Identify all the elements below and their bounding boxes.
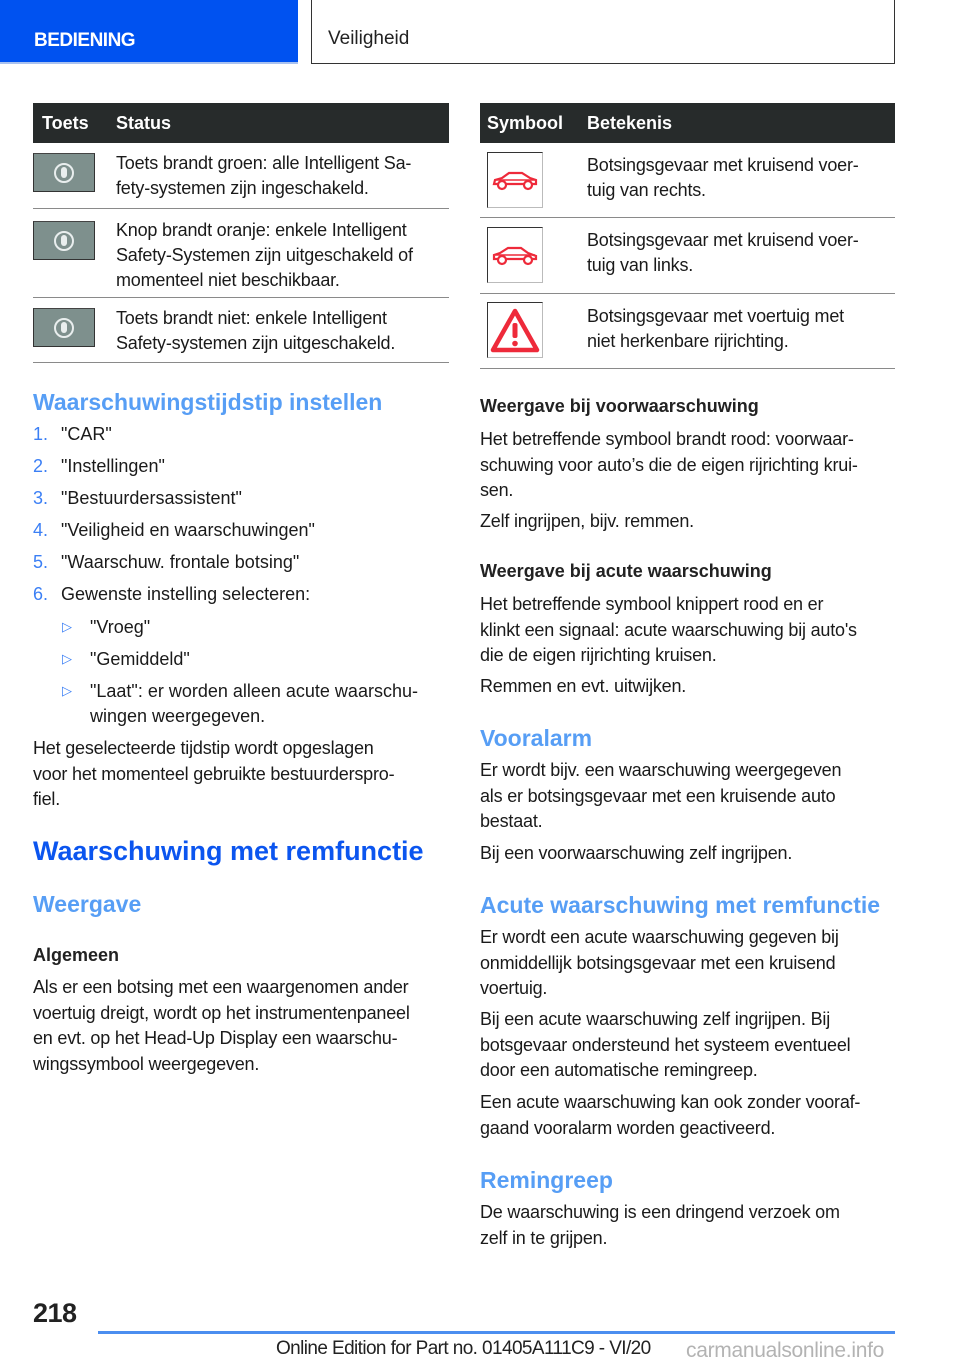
red-car-left-icon [487, 227, 543, 283]
section-title: BEDIENING [34, 30, 136, 51]
toets-status-table [33, 103, 449, 363]
option-item: ▷ "Vroeg" [62, 614, 150, 640]
heading-waarschuwingstijdstip: Waarschuwingstijdstip instellen [33, 389, 383, 415]
column-header-symbool: Symbool [487, 112, 564, 133]
table-row [480, 143, 895, 218]
heading-weergave: Weergave [33, 891, 142, 917]
red-warning-triangle-icon [487, 302, 543, 358]
table-row [33, 298, 449, 363]
acute-rem-text-1: Er wordt een acute waarschuwing gegeven bij onmiddellijk botsingsgevaar met een kruisend voertuig. [480, 927, 839, 998]
meaning-text: Botsingsgevaar met kruisend voer- tuig van links. [587, 230, 859, 275]
edition-text: Online Edition for Part no. 01405A111C9 - VI/20 [276, 1338, 651, 1359]
option-item: ▷ "Gemiddeld" [62, 646, 190, 672]
intelligent-safety-button-icon [33, 308, 95, 347]
heading-remfunctie: Waarschuwing met remfunctie [33, 836, 424, 866]
voorwaarschuwing-action: Zelf ingrijpen, bijv. remmen. [480, 511, 694, 531]
column-header-status: Status [116, 112, 172, 133]
acute-action: Remmen en evt. uitwijken. [480, 676, 687, 696]
option-item: ▷ "Laat": er worden alleen acute waarschu- wingen weergegeven. [62, 678, 418, 729]
saved-note: Het geselecteerde tijdstip wordt opgeslagen voor het momenteel gebruikte bestuurderspro- fiel. [33, 738, 395, 809]
footer-divider [98, 1331, 895, 1334]
heading-remingreep: Remingreep [480, 1167, 613, 1193]
step-item: 4. "Veiligheid en waarschuwingen" [33, 520, 315, 540]
meaning-text: Botsingsgevaar met voertuig met niet herkenbare rijrichting. [587, 306, 844, 351]
remingreep-text: De waarschuwing is een dringend verzoek om zelf in te grijpen. [480, 1202, 840, 1248]
status-text: Toets brandt niet: enkele Intelligent Safety-systemen zijn uitgeschakeld. [116, 308, 396, 353]
subheading-algemeen: Algemeen [33, 945, 120, 965]
step-item: 6. Gewenste instelling selecteren: [33, 584, 311, 604]
acute-rem-text-3: Een acute waarschuwing kan ook zonder vooraf- gaand vooralarm worden geactiveerd. [480, 1092, 861, 1138]
triangle-bullet-icon: ▷ [62, 619, 72, 634]
status-text: Knop brandt oranje: enkele Intelligent Safety-Systemen zijn uitgeschakeld of momenteel niet beschikbaar. [116, 220, 413, 290]
acute-text: Het betreffende symbool knippert rood en er klinkt een signaal: acute waarschuwing bij auto's die de eigen rijrichting kruisen. [480, 594, 857, 665]
triangle-bullet-icon: ▷ [62, 683, 72, 698]
voorwaarschuwing-text: Het betreffende symbool brandt rood: voorwaar- schuwing voor auto’s die de eigen rijrichting krui- sen. [480, 429, 858, 500]
heading-acute-remfunctie: Acute waarschuwing met remfunctie [480, 892, 881, 918]
table-header [480, 103, 895, 143]
watermark: carmanualsonline.info [686, 1339, 884, 1362]
status-text: Toets brandt groen: alle Intelligent Sa- fety-systemen zijn ingeschakeld. [116, 153, 412, 198]
red-car-right-icon [487, 152, 543, 208]
page-number: 218 [33, 1298, 77, 1328]
column-header-betekenis: Betekenis [587, 112, 673, 133]
vooralarm-action: Bij een voorwaarschuwing zelf ingrijpen. [480, 843, 793, 863]
table-row [480, 294, 895, 369]
algemeen-text: Als er een botsing met een waargenomen ander voertuig dreigt, wordt op het instrumentenpaneel en evt. op het Head-Up Display een waarschu- wingssymbool weergegeven. [33, 977, 410, 1074]
subheading-acute: Weergave bij acute waarschuwing [480, 561, 772, 581]
table-row [33, 209, 449, 298]
table-row [480, 218, 895, 294]
step-item: 3. "Bestuurdersassistent" [33, 488, 242, 508]
chapter-title: Veiligheid [328, 28, 410, 49]
intelligent-safety-button-icon [33, 221, 95, 260]
subheading-voorwaarschuwing: Weergave bij voorwaarschuwing [480, 396, 759, 416]
step-item: 2. "Instellingen" [33, 456, 165, 476]
triangle-bullet-icon: ▷ [62, 651, 72, 666]
acute-rem-text-2: Bij een acute waarschuwing zelf ingrijpen. Bij botsgevaar ondersteund het systeem eventueel door een automatische remingreep. [480, 1009, 851, 1080]
step-item: 5. "Waarschuw. frontale botsing" [33, 552, 300, 572]
meaning-text: Botsingsgevaar met kruisend voer- tuig van rechts. [587, 155, 859, 200]
chapter-tab [311, 0, 895, 64]
symbool-betekenis-table [480, 103, 895, 369]
section-tab [0, 0, 298, 64]
intelligent-safety-button-icon [33, 153, 95, 192]
vooralarm-text: Er wordt bijv. een waarschuwing weergegeven als er botsingsgevaar met een kruisende auto bestaat. [480, 760, 842, 831]
heading-vooralarm: Vooralarm [480, 725, 593, 751]
step-item: 1. "CAR" [33, 424, 112, 444]
column-header-toets: Toets [42, 112, 89, 133]
table-row [33, 143, 449, 209]
table-header [33, 103, 449, 143]
